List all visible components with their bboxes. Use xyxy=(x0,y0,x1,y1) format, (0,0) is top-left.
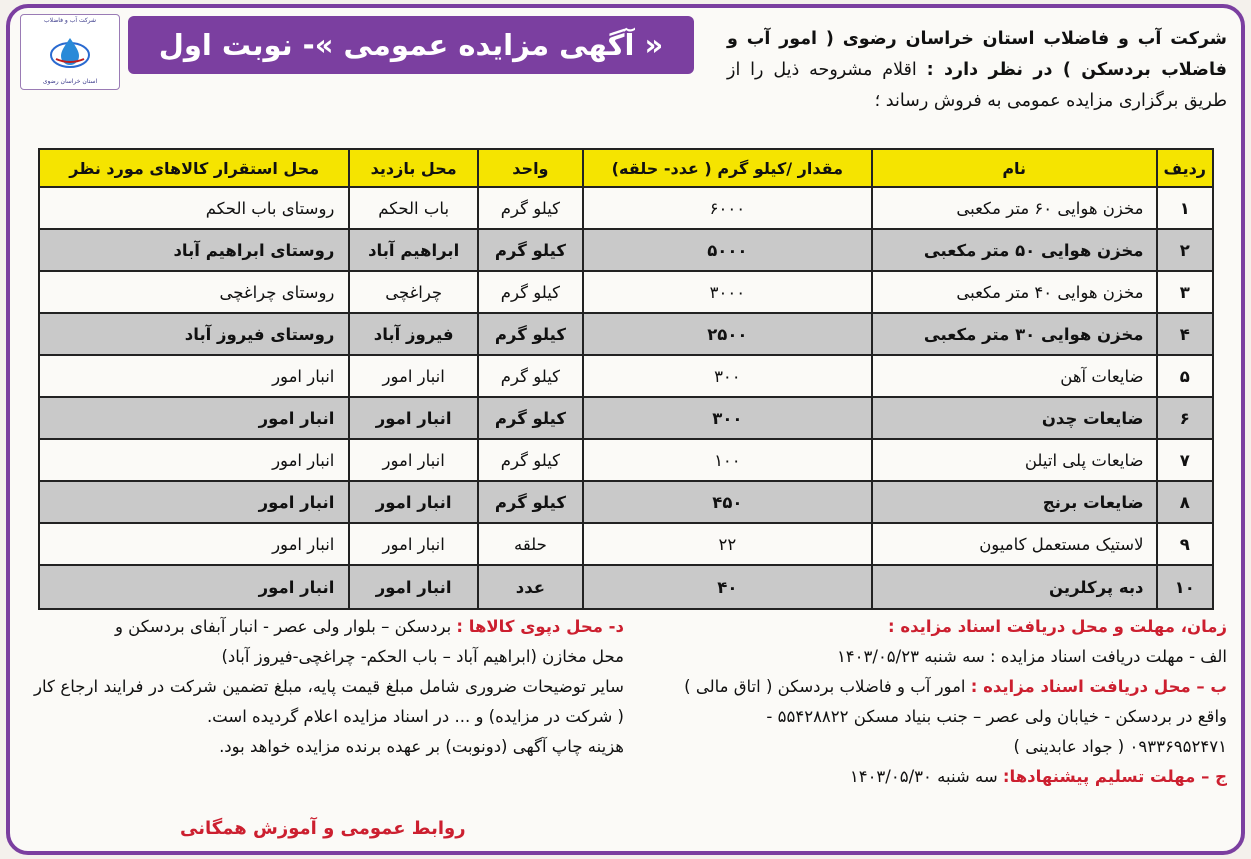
cell-unit: کیلو گرم xyxy=(477,272,582,314)
cell-location: روستای فیروز آباد xyxy=(40,314,348,356)
table-row xyxy=(40,398,1212,440)
cell-row-no: ۶ xyxy=(1156,398,1212,440)
cell-unit: کیلو گرم xyxy=(477,314,582,356)
table-row xyxy=(40,272,1212,314)
depot-section xyxy=(34,612,624,762)
table-row xyxy=(40,440,1212,482)
deadline-documents: الف - مهلت دریافت اسناد مزایده : سه شنبه ۱۴۰۳/۰۵/۲۳ xyxy=(836,647,1227,666)
depot-text: بردسکن – بلوار ولی عصر - انبار آبفای بردسکن و xyxy=(114,617,452,636)
cell-unit: کیلو گرم xyxy=(477,230,582,272)
cell-name: مخزن هوایی ۵۰ متر مکعبی xyxy=(871,230,1156,272)
cell-quantity: ۲۵۰۰ xyxy=(582,314,871,356)
cell-unit: کیلو گرم xyxy=(477,440,582,482)
documents-place-label: ب – محل دریافت اسناد مزایده : xyxy=(970,677,1227,696)
cell-unit: کیلو گرم xyxy=(477,398,582,440)
cell-location: روستای ابراهیم آباد xyxy=(40,230,348,272)
table-row xyxy=(40,566,1212,608)
cell-unit: کیلو گرم xyxy=(477,356,582,398)
table-header-row xyxy=(40,150,1212,188)
cell-row-no: ۹ xyxy=(1156,524,1212,566)
cell-row-no: ۵ xyxy=(1156,356,1212,398)
cell-visit-place: انبار امور xyxy=(348,566,477,608)
cell-visit-place: انبار امور xyxy=(348,398,477,440)
cell-unit: کیلو گرم xyxy=(477,188,582,230)
table-row xyxy=(40,188,1212,230)
company-logo: شرکت آب و فاضلاب استان خراسان رضوی xyxy=(20,14,120,90)
header-unit: واحد xyxy=(477,150,582,188)
cell-location: روستای باب الحکم xyxy=(40,188,348,230)
auction-title-banner xyxy=(128,16,694,74)
cell-unit: حلقه xyxy=(477,524,582,566)
cell-location: انبار امور xyxy=(40,524,348,566)
additional-notes: سایر توضیحات ضروری شامل مبلغ قیمت پایه، مبلغ تضمین شرکت در فرایند ارجاع کار ( شرکت در مزایده) و ... در اسناد مزایده اعلام گردیده است. xyxy=(34,677,624,726)
table-row xyxy=(40,314,1212,356)
table-row xyxy=(40,356,1212,398)
cell-location: انبار امور xyxy=(40,398,348,440)
cell-name: ضایعات چدن xyxy=(871,398,1156,440)
intro-purpose-text: اقلام مشروحه ذیل را از طریق برگزاری مزایده عمومی به فروش رساند ؛ xyxy=(727,60,1227,111)
documents-contact: ۰۹۳۳۶۹۵۲۴۷۱ ( جواد عابدینی ) xyxy=(1013,737,1227,756)
table-row xyxy=(40,482,1212,524)
header-location: محل استقرار کالاهای مورد نظر xyxy=(40,150,348,188)
table-row xyxy=(40,524,1212,566)
cell-row-no: ۴ xyxy=(1156,314,1212,356)
header-quantity: مقدار /کیلو گرم ( عدد- حلقه) xyxy=(582,150,871,188)
cell-quantity: ۲۲ xyxy=(582,524,871,566)
cell-name: ضایعات آهن xyxy=(871,356,1156,398)
depot-tanks-text: محل مخازن (ابراهیم آباد – باب الحکم- چراغچی-فیروز آباد) xyxy=(221,647,624,666)
deadlines-section xyxy=(627,612,1227,792)
cell-visit-place: انبار امور xyxy=(348,524,477,566)
cell-name: مخزن هوایی ۶۰ متر مکعبی xyxy=(871,188,1156,230)
cell-quantity: ۴۵۰ xyxy=(582,482,871,524)
cell-visit-place: باب الحکم xyxy=(348,188,477,230)
cell-row-no: ۳ xyxy=(1156,272,1212,314)
cell-row-no: ۱ xyxy=(1156,188,1212,230)
table-row xyxy=(40,230,1212,272)
submission-deadline-text: سه شنبه ۱۴۰۳/۰۵/۳۰ xyxy=(849,767,998,786)
header-name: نام xyxy=(871,150,1156,188)
intro-company-text: شرکت آب و فاضلاب استان خراسان رضوی ( امور آب و فاضلاب بردسکن ) در نظر دارد : xyxy=(727,29,1228,80)
page-title: « آگهی مزایده عمومی »- نوبت اول xyxy=(158,28,664,62)
cell-visit-place: چراغچی xyxy=(348,272,477,314)
public-relations-signature: روابط عمومی و آموزش همگانی xyxy=(180,818,466,839)
cell-unit: کیلو گرم xyxy=(477,482,582,524)
documents-place-text: امور آب و فاضلاب بردسکن ( اتاق مالی ) xyxy=(684,677,966,696)
cell-quantity: ۶۰۰۰ xyxy=(582,188,871,230)
header-visit-place: محل بازدید xyxy=(348,150,477,188)
cell-location: روستای چراغچی xyxy=(40,272,348,314)
submission-deadline-label: ج – مهلت تسلیم پیشنهادها: xyxy=(1002,767,1227,786)
cell-name: لاستیک مستعمل کامیون xyxy=(871,524,1156,566)
water-drop-logo-icon xyxy=(48,35,92,69)
cell-location: انبار امور xyxy=(40,482,348,524)
cell-row-no: ۲ xyxy=(1156,230,1212,272)
cell-unit: عدد xyxy=(477,566,582,608)
notice-page xyxy=(6,4,1245,855)
ad-cost-note: هزینه چاپ آگهی (دونوبت) بر عهده برنده مزایده خواهد بود. xyxy=(219,737,624,756)
cell-quantity: ۴۰ xyxy=(582,566,871,608)
cell-quantity: ۳۰۰ xyxy=(582,398,871,440)
cell-name: مخزن هوایی ۳۰ متر مکعبی xyxy=(871,314,1156,356)
cell-row-no: ۷ xyxy=(1156,440,1212,482)
depot-label: د- محل دپوی کالاها : xyxy=(456,617,624,636)
cell-name: ضایعات برنج xyxy=(871,482,1156,524)
documents-address: واقع در بردسکن - خیابان ولی عصر – جنب بنیاد مسکن ۵۵۴۲۸۸۲۲ - xyxy=(766,707,1227,726)
cell-quantity: ۱۰۰ xyxy=(582,440,871,482)
cell-quantity: ۳۰۰ xyxy=(582,356,871,398)
items-table xyxy=(38,148,1214,610)
cell-visit-place: انبار امور xyxy=(348,356,477,398)
cell-row-no: ۱۰ xyxy=(1156,566,1212,608)
cell-visit-place: ابراهیم آباد xyxy=(348,230,477,272)
cell-row-no: ۸ xyxy=(1156,482,1212,524)
cell-quantity: ۵۰۰۰ xyxy=(582,230,871,272)
cell-name: مخزن هوایی ۴۰ متر مکعبی xyxy=(871,272,1156,314)
cell-visit-place: انبار امور xyxy=(348,440,477,482)
cell-visit-place: انبار امور xyxy=(348,482,477,524)
cell-location: انبار امور xyxy=(40,566,348,608)
cell-name: ضایعات پلی اتیلن xyxy=(871,440,1156,482)
cell-quantity: ۳۰۰۰ xyxy=(582,272,871,314)
intro-paragraph xyxy=(727,24,1227,117)
cell-location: انبار امور xyxy=(40,440,348,482)
header-row-no: ردیف xyxy=(1156,150,1212,188)
cell-location: انبار امور xyxy=(40,356,348,398)
deadlines-heading: زمان، مهلت و محل دریافت اسناد مزایده : xyxy=(888,617,1227,636)
cell-visit-place: فیروز آباد xyxy=(348,314,477,356)
cell-name: دبه پرکلرین xyxy=(871,566,1156,608)
